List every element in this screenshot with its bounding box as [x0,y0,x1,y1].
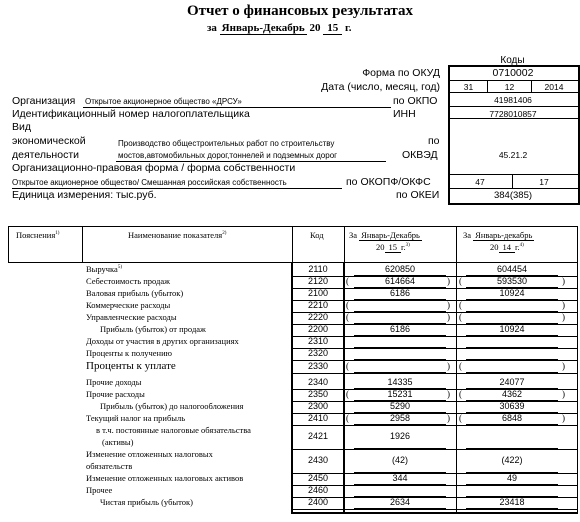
row-label: Проценты к получению [86,348,172,358]
okpo-code: 41981406 [494,95,532,105]
row-label: Изменение отложенных налоговых [86,449,213,459]
row-label: Себестоимость продаж [86,276,171,286]
open-paren: ( [346,413,349,423]
org-label: Организация [12,95,76,107]
date-day: 31 [463,82,474,92]
value-2014: 4362 [501,389,523,399]
open-paren: ( [459,361,462,371]
value-2015: 6186 [389,324,411,334]
inn-code-label: ИНН [393,108,416,120]
okpo-label: по ОКПО [393,95,438,107]
close-paren: ) [447,312,450,322]
row-label: Проценты к уплате [86,360,176,372]
okopf-code: 47 [475,177,485,187]
date-label: Дата (число, месяц, год) [321,81,440,93]
close-paren: ) [447,300,450,310]
codes-header: Коды [500,55,525,66]
close-paren: ) [562,276,565,286]
value-2015: 6186 [389,288,411,298]
report-period: за Январь-Декабрь 20 15 г. [207,22,352,34]
legal-value: Открытое акционерное общество/ Смешанная российская собственность [12,178,287,187]
col-notes-header: Пояснения$^{1)}$ [16,230,60,240]
report-title: Отчет о финансовых результатах [186,3,413,19]
open-paren: ( [346,389,349,399]
table-row [0,413,580,425]
row-code: 2460 [307,485,329,495]
value-2014: 6848 [501,413,523,423]
row-code: 2350 [307,389,329,399]
value-2015: 1926 [389,431,411,441]
okved-label-1: по [428,135,440,147]
value-2015: 614664 [384,276,416,286]
value-2015: 344 [392,473,408,483]
open-paren: ( [459,312,462,322]
row-code: 2120 [307,276,329,286]
row-code: 2110 [308,264,328,274]
table-row [0,401,580,413]
table-row [0,348,580,360]
row-label: Текущий налог на прибыль [86,413,186,423]
row-label: Выручка$^{5)}$ [86,264,122,274]
close-paren: ) [562,300,565,310]
col-2015-header: За Январь-Декабрь [349,230,420,240]
value-2015: (42) [391,455,408,465]
table-row [0,497,580,509]
row-code: 2300 [307,401,329,411]
table-row [0,336,580,348]
row-label: Коммерческие расходы [86,300,171,310]
table-row [0,312,580,324]
col-name-header: Наименование показателя$^{2)}$ [128,230,227,240]
row-code: 2421 [307,431,329,441]
table-row [0,361,580,373]
table-row [0,449,580,473]
row-code: 2210 [307,300,329,310]
row-label: Изменение отложенных налоговых активов [86,473,244,483]
row-code: 2100 [307,288,329,298]
col-2015-year: 20 15 г.$^{3)}$ [376,242,410,252]
open-paren: ( [346,300,349,310]
row-label: Чистая прибыль (убыток) [100,497,193,507]
activity-value-2: мостов,автомобильных дорог,тоннелей и подземных дорог [118,151,338,160]
row-code: 2220 [307,312,329,322]
activity-label-3: деятельности [12,149,79,161]
value-2014: 10924 [499,324,525,334]
value-2015: 14335 [387,377,413,387]
table-row [0,276,580,288]
close-paren: ) [562,413,565,423]
close-paren: ) [447,361,450,371]
table-row [0,473,580,485]
value-2015: 15231 [387,389,413,399]
value-2014: 49 [506,473,517,483]
activity-label-1: Вид [12,121,31,133]
table-row [0,264,580,276]
value-2014: 10924 [499,288,525,298]
value-2014: (422) [501,455,523,465]
okopf-label: по ОКОПФ/ОКФС [346,176,431,188]
value-2015: 2634 [389,497,411,507]
table-row [0,425,580,449]
close-paren: ) [562,389,565,399]
okei-label: по ОКЕИ [396,189,440,201]
legal-label: Организационно-правовая форма / форма собственности [12,162,296,174]
row-label-line-2: (активы) [102,437,134,447]
value-2014: 593530 [496,276,528,286]
table-row [0,377,580,389]
table-row [0,300,580,312]
table-row [0,389,580,401]
row-code: 2400 [307,497,329,507]
okud-label: Форма по ОКУД [362,67,440,79]
date-month: 12 [504,82,515,92]
value-2014: 23418 [499,497,525,507]
row-code: 2450 [307,473,329,483]
open-paren: ( [459,389,462,399]
row-label: Валовая прибыль (убыток) [86,288,184,298]
okud-code: 0710002 [492,67,534,79]
row-code: 2310 [307,336,329,346]
value-2014: 604454 [496,264,528,274]
value-2014: 30639 [499,401,525,411]
inn-label: Идентификационный номер налогоплательщика [12,108,250,120]
open-paren: ( [346,361,349,371]
okved-code: 45.21.2 [498,150,528,160]
row-label: Прочие расходы [86,389,145,399]
value-2015: 5290 [389,401,411,411]
row-label: Управленческие расходы [86,312,177,322]
row-label: Прибыль (убыток) до налогообложения [100,401,244,411]
open-paren: ( [346,312,349,322]
unit-label: Единица измерения: тыс.руб. [12,189,157,201]
close-paren: ) [447,413,450,423]
okved-label-2: ОКВЭД [402,149,438,161]
value-2015: 2958 [389,413,411,423]
inn-code: 7728010857 [489,109,537,119]
col-2014-year: 20 14 г.$^{4)}$ [490,242,524,252]
table-row [0,324,580,336]
row-label-line-2: обязательств [86,461,133,471]
org-name: Открытое акционерное общество «ДРСУ» [85,97,242,106]
row-code: 2200 [307,324,329,334]
value-2015: 620850 [384,264,416,274]
row-label: Доходы от участия в других организациях [86,336,239,346]
close-paren: ) [562,361,565,371]
col-2014-header: За Январь-декабрь [463,230,533,240]
open-paren: ( [346,276,349,286]
row-code: 2330 [307,361,329,371]
row-label: Прочие доходы [86,377,142,387]
open-paren: ( [459,276,462,286]
table-row [0,288,580,300]
open-paren: ( [459,413,462,423]
row-code: 2320 [307,348,329,358]
col-code-header: Код [310,230,324,240]
close-paren: ) [447,276,450,286]
row-code: 2430 [307,455,329,465]
table-row [0,485,580,497]
activity-label-2: экономической [12,135,86,147]
activity-value-1: Производство общестроительных работ по строительству [118,139,335,148]
date-year: 2014 [544,82,564,92]
row-label: Прибыль (убыток) от продаж [100,324,206,334]
okfs-code: 17 [539,177,549,187]
row-label: Прочее [86,485,113,495]
value-2014: 24077 [499,377,525,387]
row-label: в т.ч. постоянные налоговые обязательства [96,425,251,435]
open-paren: ( [459,300,462,310]
close-paren: ) [447,389,450,399]
close-paren: ) [562,312,565,322]
okei-code: 384(385) [493,190,533,201]
row-code: 2410 [307,413,329,423]
row-code: 2340 [307,377,329,387]
